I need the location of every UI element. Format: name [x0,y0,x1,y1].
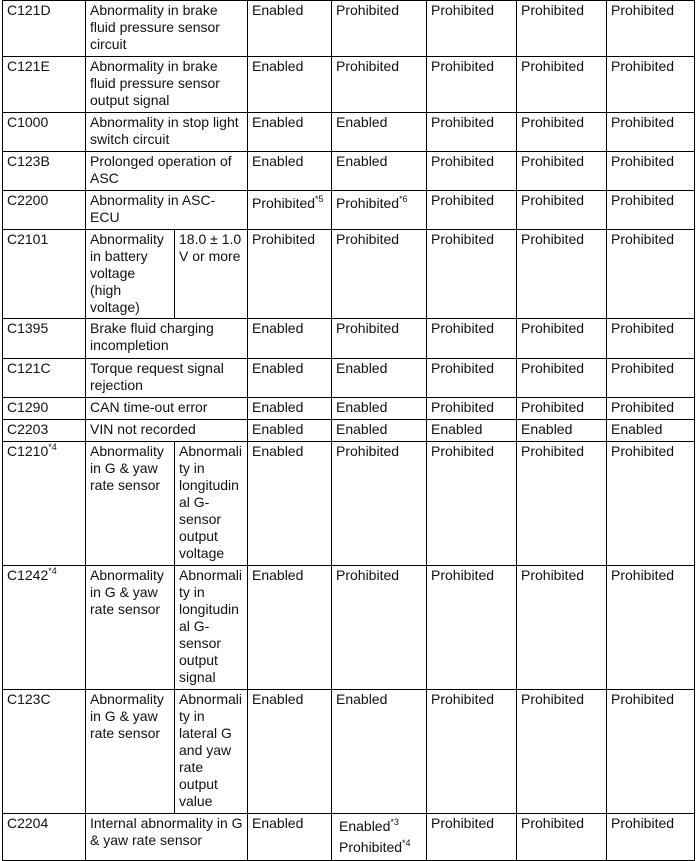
status-cell: Enabled [332,152,427,191]
status-cell: Prohibited [607,690,695,814]
dtc-description: Torque request signal rejection [86,359,248,398]
status-cell: Enabled [248,814,332,861]
status-cell: Enabled [248,152,332,191]
table-row [3,230,695,319]
dtc-description: Abnormality in G & yaw rate sensor [86,566,175,690]
status-cell: Prohibited [332,230,427,319]
table-row [3,1,695,57]
dtc-code-text: C1210 [7,443,49,459]
status-cell: Prohibited [427,191,517,230]
dtc-description: Abnormality in brake fluid pressure sensor output signal [86,57,248,113]
status-cell: Prohibited [427,814,517,861]
footnote-marker: *6 [399,194,408,204]
status-cell: Prohibited [517,566,607,690]
status-cell: Prohibited [607,566,695,690]
status-cell: Prohibited [427,442,517,566]
table-row [3,359,695,398]
dtc-code: C2200 [3,191,86,230]
dtc-description: Abnormality in G & yaw rate sensor [86,442,175,566]
dtc-description: Prolonged operation of ASC [86,152,248,191]
status-cell: Enabled [332,690,427,814]
status-cell: Prohibited [517,319,607,359]
status-cell [332,191,427,230]
status-cell: Prohibited [607,814,695,861]
dtc-table [2,0,695,861]
status-cell: Enabled [607,420,695,442]
table-row [3,57,695,113]
dtc-code: C2203 [3,420,86,442]
footnote-marker: *4 [48,566,57,576]
footnote-marker: *3 [390,817,399,827]
status-cell: Enabled [248,359,332,398]
status-cell: Prohibited [332,57,427,113]
status-cell: Prohibited [427,319,517,359]
status-cell [332,814,427,861]
status-cell: Prohibited [517,152,607,191]
status-text: Prohibited [336,195,400,211]
status-cell: Prohibited [427,152,517,191]
status-cell: Prohibited [607,319,695,359]
status-cell: Enabled [248,398,332,420]
status-cell: Prohibited [427,690,517,814]
dtc-detail: 18.0 ± 1.0 V or more [175,230,248,319]
dtc-detail: Abnormality in longitudinal G-sensor output signal [175,566,248,690]
status-cell: Enabled [332,113,427,152]
status-cell: Prohibited [607,398,695,420]
dtc-code: C2204 [3,814,86,861]
table-row [3,319,695,359]
status-cell: Prohibited [607,191,695,230]
status-cell: Prohibited [427,230,517,319]
dtc-code: C1290 [3,398,86,420]
status-cell: Prohibited [427,113,517,152]
status-cell: Enabled [427,420,517,442]
status-cell: Prohibited [607,442,695,566]
status-cell: Prohibited [517,57,607,113]
status-cell: Enabled [248,442,332,566]
status-cell: Enabled [248,1,332,57]
footnote-marker: *5 [315,194,324,204]
status-cell: Prohibited [427,566,517,690]
table-row [3,814,695,861]
dtc-description: Abnormality in stop light switch circuit [86,113,248,152]
status-cell: Prohibited [607,230,695,319]
status-cell: Prohibited [332,319,427,359]
status-cell: Prohibited [517,1,607,57]
status-cell: Enabled [517,420,607,442]
dtc-description: Abnormality in ASC-ECU [86,191,248,230]
status-cell: Prohibited [332,1,427,57]
dtc-code: C1000 [3,113,86,152]
table-row [3,113,695,152]
status-cell: Enabled [248,420,332,442]
status-cell: Prohibited [517,191,607,230]
footnote-marker: *4 [402,838,411,848]
dtc-code: C2101 [3,230,86,319]
dtc-code [3,442,86,566]
status-cell: Prohibited [427,359,517,398]
dtc-code-text: C1242 [7,567,49,583]
table-row [3,191,695,230]
status-cell: Prohibited [607,57,695,113]
status-cell: Prohibited [517,442,607,566]
status-cell: Prohibited [517,814,607,861]
dtc-code: C123C [3,690,86,814]
status-line [339,818,422,835]
status-cell: Enabled [248,113,332,152]
status-cell: Enabled [248,57,332,113]
footnote-marker: *4 [48,442,57,452]
dtc-code: C121C [3,359,86,398]
status-cell: Prohibited [248,230,332,319]
table-row [3,420,695,442]
dtc-code: C121E [3,57,86,113]
dtc-description: CAN time-out error [86,398,248,420]
table-row [3,566,695,690]
status-cell: Enabled [248,566,332,690]
dtc-code: C1395 [3,319,86,359]
status-cell: Prohibited [517,690,607,814]
dtc-description: Abnormality in G & yaw rate sensor [86,690,175,814]
status-text: Prohibited [339,839,403,855]
dtc-code [3,566,86,690]
status-cell: Prohibited [332,442,427,566]
status-cell: Prohibited [517,230,607,319]
dtc-description: Abnormality in brake fluid pressure sensor circuit [86,1,248,57]
status-cell: Prohibited [517,113,607,152]
status-cell: Prohibited [607,1,695,57]
dtc-detail: Abnormality in longitudinal G-sensor output voltage [175,442,248,566]
status-cell [248,191,332,230]
status-cell: Enabled [332,420,427,442]
status-cell: Prohibited [427,1,517,57]
status-cell: Prohibited [427,398,517,420]
dtc-description: Internal abnormality in G & yaw rate sensor [86,814,248,861]
status-cell: Prohibited [607,113,695,152]
status-cell: Prohibited [607,152,695,191]
status-cell: Enabled [332,398,427,420]
status-text: Prohibited [252,195,316,211]
table-row [3,398,695,420]
status-cell: Prohibited [517,398,607,420]
status-cell: Enabled [332,359,427,398]
status-cell: Prohibited [607,359,695,398]
dtc-code: C123B [3,152,86,191]
status-cell: Prohibited [517,359,607,398]
status-cell: Enabled [248,690,332,814]
dtc-description: Brake fluid charging incompletion [86,319,248,359]
table-row [3,152,695,191]
status-cell: Prohibited [427,57,517,113]
dtc-description: VIN not recorded [86,420,248,442]
table-row [3,442,695,566]
dtc-detail: Abnormality in lateral G and yaw rate output value [175,690,248,814]
status-cell: Prohibited [332,566,427,690]
dtc-description: Abnormality in battery voltage (high voltage) [86,230,175,319]
table-row [3,690,695,814]
dtc-code: C121D [3,1,86,57]
status-cell: Enabled [248,319,332,359]
status-text: Enabled [339,818,391,834]
